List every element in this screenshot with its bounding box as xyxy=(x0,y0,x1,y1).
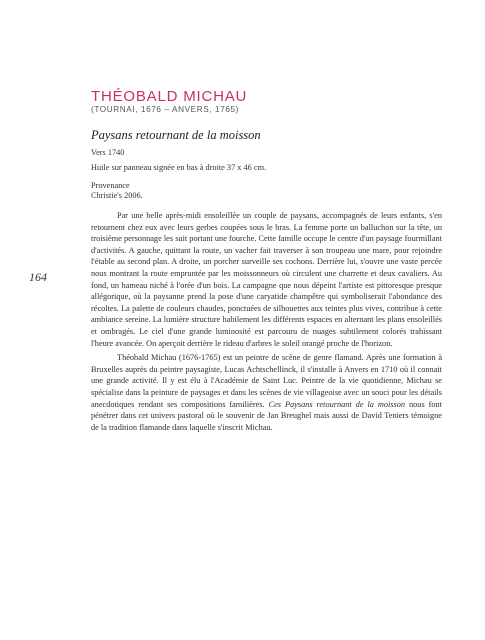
biography-text-1: Théobald Michau (1676-1765) est un peintre de scène de genre flamand. Après une formation à Bruxelles auprès du peintre paysagiste, Lucas Achtschellinck, il s'installe à Anvers en 1710 où il connait une grande activité. Il y est élu à l'Académie de Saint Luc. Peintre de la vie quotidienne, Michau se spécialise dans la peinture de paysages et dans les scènes de vie villageoise avec un souci pour les détails anecdotiques rendant ses compositions familières. xyxy=(91,353,442,409)
page-number: 164 xyxy=(29,270,47,284)
artwork-title: Paysans retournant de la moisson xyxy=(91,128,261,142)
biography-text-2: nous font pénétrer dans cet univers pastoral où le souvenir de Jan Breughel mais aussi de David Teniers témoigne de la tradition flamande dans laquelle s'inscrit Michau. xyxy=(91,399,442,432)
body-text xyxy=(91,210,442,433)
artist-dates: (TOURNAI, 1676 – ANVERS, 1765) xyxy=(91,105,239,114)
biography-paragraph xyxy=(91,352,442,433)
provenance-label: Provenance xyxy=(91,181,130,190)
artist-name: THÉOBALD MICHAU xyxy=(91,88,248,105)
biography-title-italic: Ces Paysans retournant de la moisson xyxy=(268,399,406,409)
description-paragraph: Par une belle après-midi ensoleillée un couple de paysans, accompagnés de leurs enfants, s'en retournent chez eux avec leurs gerbes coupées sous le bras. La femme porte un balluchon sur la tête, un troisième personnage les suit portant une fourche. Cette famille occupe le centre d'un paysage fourmillant d'activités. A gauche, quittant la route, un vacher fait traverser à son troupeau une mare, pour rejoindre l'étable au second plan. A droite, un porcher surveille ses cochons. Derrière lui, s'ouvre une vaste percée nous montrant la route empruntée par les moissonneurs où circulent une charrette et deux cavaliers. Au fond, un hameau niché à l'orée d'un bois. La campagne que nous dépeint l'artiste est pittoresque presque allégorique, où la paysanne prend la pose d'une caryatide champêtre qui symboliserait l'abondance des récoltes. La palette de couleurs chaudes, ponctuées de silhouettes aux teintes plus vives, contribue à cette ambiance sereine. La lumière structure habilement les différents espaces en alternant les plans ensoleillés et ombragés. Le ciel d'une grande luminosité est parcouru de nuages subtilement colorés trahissant l'heure avancée. On aperçoit derrière le rideau d'arbres le soleil orangé proche de l'horizon. xyxy=(91,211,442,348)
artwork-medium: Huile sur panneau signée en bas à droite 37 x 46 cm. xyxy=(91,163,267,172)
artwork-date: Vers 1740 xyxy=(91,148,125,157)
provenance-value: Christie's 2006. xyxy=(91,191,143,200)
